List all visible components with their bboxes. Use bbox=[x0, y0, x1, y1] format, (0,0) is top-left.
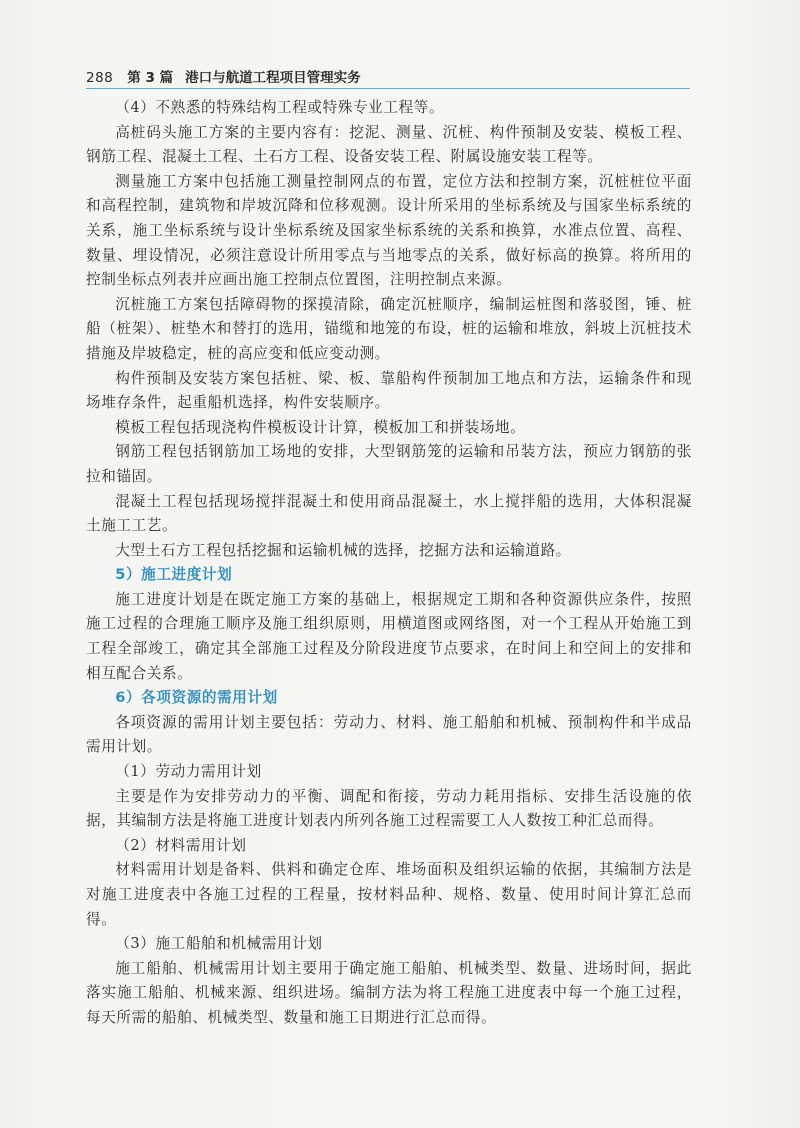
page-header bbox=[86, 60, 696, 86]
paragraph-concrete: 混凝土工程包括现场搅拌混凝土和使用商品混凝土，水上搅拌船的选用，大体积混凝土施工工艺。 bbox=[86, 492, 692, 535]
page-body bbox=[86, 96, 692, 1031]
paragraph-schedule: 施工进度计划是在既定施工方案的基础上，根据规定工期和各种资源供应条件，按照施工过程的合理施工顺序及施工组织原则，用横道图或网络图，对一个工程从开始施工到工程全部竣工，确定其全部施工过程及分阶段进度节点要求，在时间上和空间上的安排和相互配合关系。 bbox=[86, 590, 692, 682]
paragraph-vessels: 施工船舶、机械需用计划主要用于确定施工船舶、机械类型、数量、进场时间，据此落实施工船舶、机械来源、组织进场。编制方法为将工程施工进度表中每一个施工过程，每天所需的船舶、机械类型、数量和施工日期进行汇总而得。 bbox=[86, 959, 692, 1026]
paragraph-precast: 构件预制及安装方案包括桩、梁、板、靠船构件预制加工地点和方法，运输条件和现场堆存条件，起重船机选择，构件安装顺序。 bbox=[86, 369, 692, 412]
part-title: 港口与航道工程项目管理实务 bbox=[185, 70, 361, 86]
paragraph-survey: 测量施工方案中包括施工测量控制网点的布置，定位方法和控制方案，沉桩桩位平面和高程控制，建筑物和岸坡沉降和位移观测。设计所采用的坐标系统及与国家坐标系统的关系，施工坐标系统与设计坐标系统及国家坐标系统的关系和换算，水准点位置、高程、数量、埋设情况，必须注意设计所用零点与当地零点的关系，做好标高的换算。将所用的控制坐标点列表并应画出施工控制点位置图，注明控制点来源。 bbox=[86, 172, 692, 289]
paragraph-rebar: 钢筋工程包括钢筋加工场地的安排，大型钢筋笼的运输和吊装方法，预应力钢筋的张拉和锚固。 bbox=[86, 443, 692, 485]
part-label: 第 3 篇 bbox=[127, 70, 174, 86]
paragraph-pile-sinking: 沉桩施工方案包括障碍物的探摸清除，确定沉桩顺序，编制运桩图和落驳图，锤、桩船（桩架）、桩垫木和替打的选用，锚缆和地笼的布设，桩的运输和堆放，斜坡上沉桩技术措施及岸坡稳定，桩的高应变和低应变动测。 bbox=[86, 295, 692, 362]
header-rule bbox=[86, 88, 690, 89]
subheading-materials: （2）材料需用计划 bbox=[115, 836, 247, 854]
page-number: 288 bbox=[86, 70, 114, 86]
paragraph-formwork: 模板工程包括现浇构件模板设计计算，模板加工和拼装场地。 bbox=[115, 418, 526, 436]
section-heading-6: 6）各项资源的需用计划 bbox=[115, 689, 278, 707]
section-heading-5: 5）施工进度计划 bbox=[115, 566, 233, 584]
paragraph-pile-wharf: 高桩码头施工方案的主要内容有：挖泥、测量、沉桩、构件预制及安装、模板工程、钢筋工程、混凝土工程、土石方工程、设备安装工程、附属设施安装工程等。 bbox=[86, 123, 692, 166]
list-item-4: （4）不熟悉的特殊结构工程或特殊专业工程等。 bbox=[115, 99, 445, 116]
paragraph-resources: 各项资源的需用计划主要包括：劳动力、材料、施工船舶和机械、预制构件和半成品需用计划。 bbox=[86, 713, 692, 756]
paragraph-earthwork: 大型土石方工程包括挖掘和运输机械的选择，挖掘方法和运输道路。 bbox=[115, 541, 572, 559]
paragraph-labor: 主要是作为安排劳动力的平衡、调配和衔接，劳动力耗用指标、安排生活设施的依据，其编制方法是将施工进度计划表内所列各施工过程需要工人人数按工种汇总而得。 bbox=[86, 787, 692, 830]
paragraph-materials: 材料需用计划是备料、供料和确定仓库、堆场面积及组织运输的依据，其编制方法是对施工进度表中各施工过程的工程量，按材料品种、规格、数量、使用时间计算汇总而得。 bbox=[86, 861, 692, 928]
subheading-labor: （1）劳动力需用计划 bbox=[115, 763, 262, 781]
subheading-vessels: （3）施工船舶和机械需用计划 bbox=[115, 935, 323, 953]
